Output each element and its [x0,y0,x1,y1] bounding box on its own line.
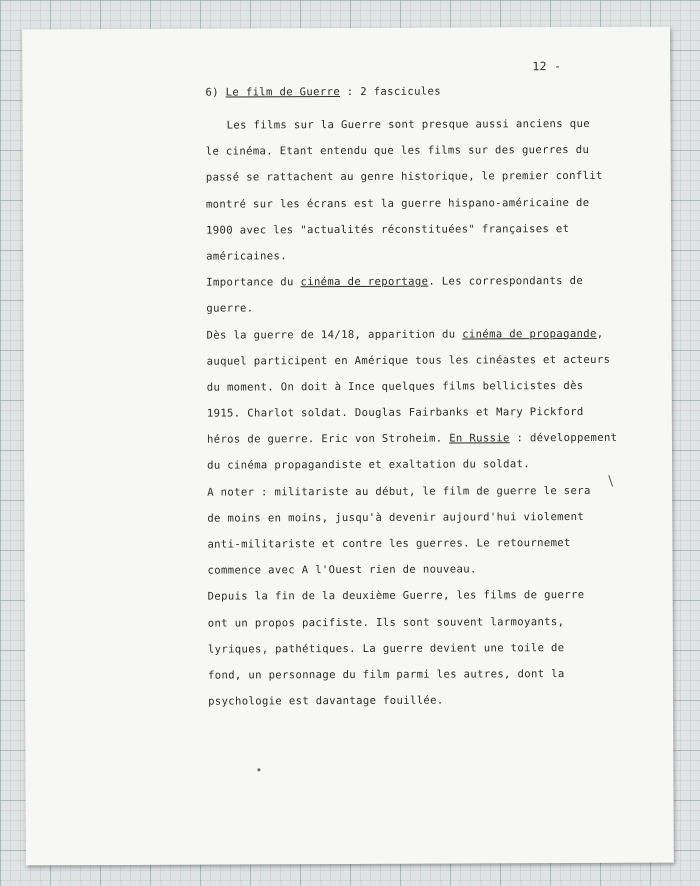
text-line: guerre. [206,302,254,315]
underlined-phrase: cinéma de reportage [300,275,429,289]
text-line: anti-militariste et contre les guerres. Le retournemet [207,537,571,551]
body-text [206,111,619,715]
text-line: américaines. [206,250,287,263]
text-line: lyriques, pathétiques. La guerre devient une toile de [207,641,565,656]
text-line: Les films sur la Guerre sont presque aussi anciens que [226,117,590,132]
text-span: héros de guerre. Eric von Stroheim. [206,432,450,446]
page-number: 12 - [532,59,562,74]
underlined-phrase: En Russie [449,432,510,445]
text-line: le cinéma. Etant entendu que les films sur des guerres du [205,144,590,158]
typewritten-page [22,27,674,866]
text-line: A noter : militariste au début, le film de guerre le sera [207,484,591,499]
text-line: montré sur les écrans est la guerre hispano-américaine de [205,196,590,211]
text-span: . Les correspondants de [428,275,584,288]
text-span: Dès la guerre de 14/18, apparition du [206,328,463,342]
text-line: du moment. On doit à Ince quelques films bellicistes dès [206,379,584,394]
text-line [206,320,617,348]
text-line: de moins en moins, jusqu'à devenir aujourd'hui violement [207,510,585,525]
underlined-phrase: cinéma de propagande [462,327,597,341]
text-line: Depuis la fin de la deuxième Guerre, les films de guerre [207,589,585,603]
text-line: 1915. Charlot soldat. Douglas Fairbanks et Mary Pickford [206,406,584,420]
text-span: Importance du [206,276,301,289]
text-line: du cinéma propagandiste et exaltation du soldat. [207,458,531,473]
section-number: 6) [205,86,219,99]
text-line: commence avec A l'Ouest rien de nouveau. [207,563,477,577]
ink-dot [257,768,260,771]
text-line: passé se rattachent au genre historique, le premier conflit [205,170,603,184]
text-span: , [596,327,604,340]
text-line: 1900 avec les "actualités réconstituées" françaises et [206,222,570,237]
section-suffix: : 2 fascicules [340,85,441,99]
text-line: psychologie est davantage fouillée. [208,694,444,708]
text-line: ont un propos pacifiste. Ils sont souvent larmoyants, [207,615,565,630]
text-line: auquel participent en Amérique tous les cinéastes et acteurs [206,353,611,368]
section-heading [205,86,441,99]
section-title: Le film de Guerre [225,86,341,99]
text-line: fond, un personnage du film parmi les autres, dont la [207,667,565,682]
text-line [207,425,618,453]
text-span: : développement [509,432,618,445]
text-line [206,268,617,296]
